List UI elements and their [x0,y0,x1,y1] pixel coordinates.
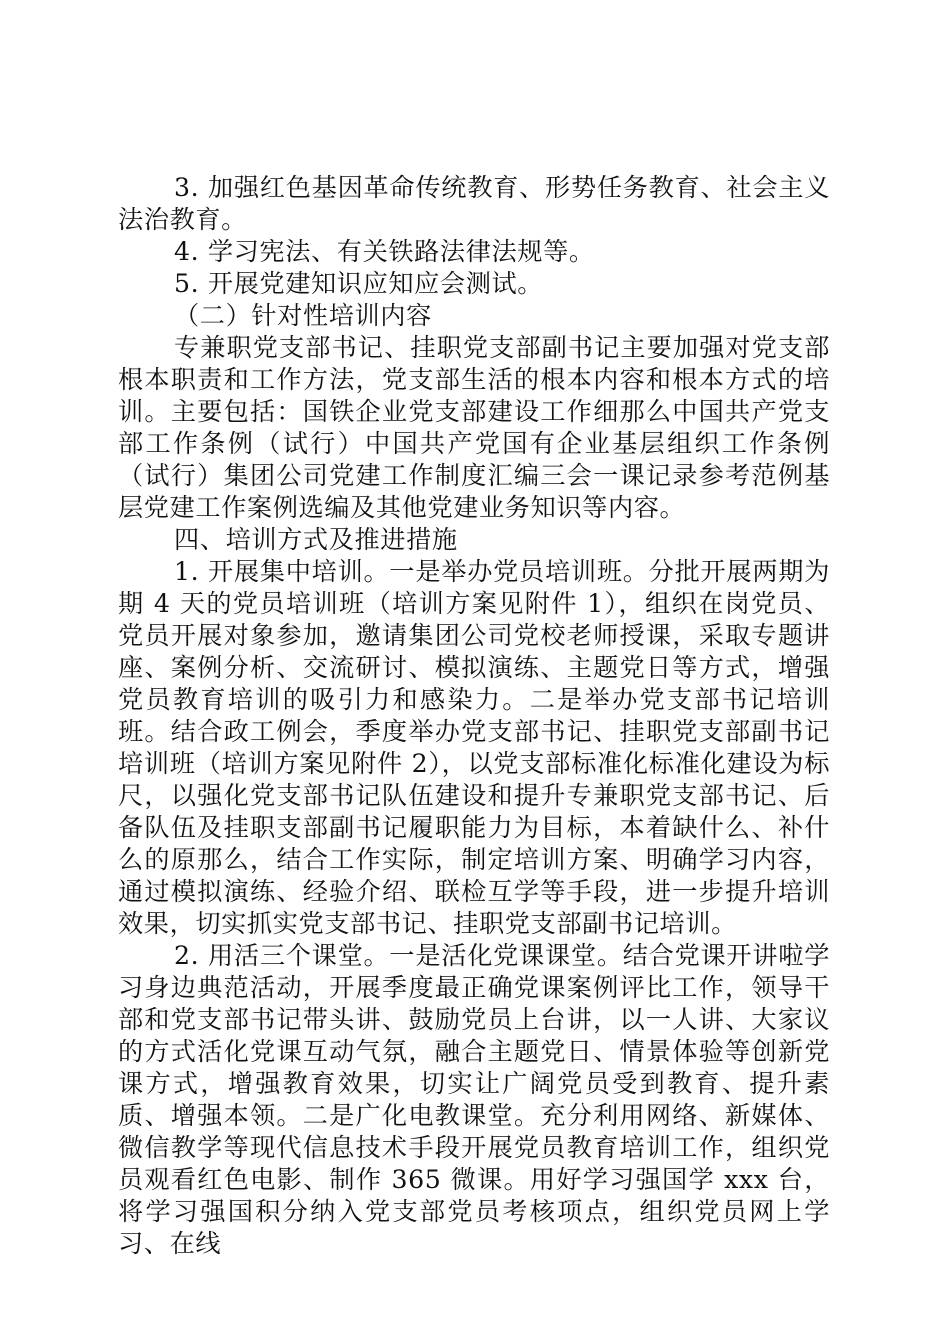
paragraph-targeted-training: 专兼职党支部书记、挂职党支部副书记主要加强对党支部根本职责和工作方法，党支部生活的根本内容和根本方式的培训。主要包括：国铁企业党支部建设工作细那么中国共产党支部工作条例（试行）中国共产党国有企业基层组织工作条例（试行）集团公司党建工作制度汇编三会一课记录参考范例基层党建工作案例选编及其他党建业务知识等内容。 [118,333,830,522]
section-heading: 四、培训方式及推进措施 [174,525,458,554]
document-body [118,172,830,1260]
paragraph-item-5: 5. 开展党建知识应知应会测试。 [174,269,544,298]
paragraph-centralized-training: 1. 开展集中培训。一是举办党员培训班。分批开展两期为期 4 天的党员培训班（培训方案见附件 1），组织在岗党员、党员开展对象参加，邀请集团公司党校老师授课，采取专题讲座、案例分析、交流研讨、模拟演练、主题党日等方式，增强党员教育培训的吸引力和感染力。二是举办党支部书记培训班。结合政工例会，季度举办党支部书记、挂职党支部副书记培训班（培训方案见附件 2），以党支部标准化标准化建设为标尺，以强化党支部书记队伍建设和提升专兼职党支部书记、后备队伍及挂职支部副书记履职能力为目标，本着缺什么、补什么的原那么，结合工作实际，制定培训方案、明确学习内容，通过模拟演练、经验介绍、联检互学等手段，进一步提升培训效果，切实抓实党支部书记、挂职党支部副书记培训。 [118,557,830,938]
paragraph-item-3: 3. 加强红色基因革命传统教育、形势任务教育、社会主义法治教育。 [118,173,830,234]
paragraph-item-4: 4. 学习宪法、有关铁路法律法规等。 [174,237,595,266]
paragraph-three-classrooms: 2. 用活三个课堂。一是活化党课课堂。结合党课开讲啦学习身边典范活动，开展季度最正确党课案例评比工作，领导干部和党支部书记带头讲、鼓励党员上台讲，以一人讲、大家议的方式活化党课互动气氛，融合主题党日、情景体验等创新党课方式，增强教育效果，切实让广阔党员受到教育、提升素质、增强本领。二是广化电教课堂。充分利用网络、新媒体、微信教学等现代信息技术手段开展党员教育培训工作，组织党员观看红色电影、制作 365 微课。用好学习强国学 xxx 台，将学习强国积分纳入党支部党员考核项点，组织党员网上学习、在线 [118,941,830,1258]
subsection-heading: （二）针对性培训内容 [174,301,432,330]
